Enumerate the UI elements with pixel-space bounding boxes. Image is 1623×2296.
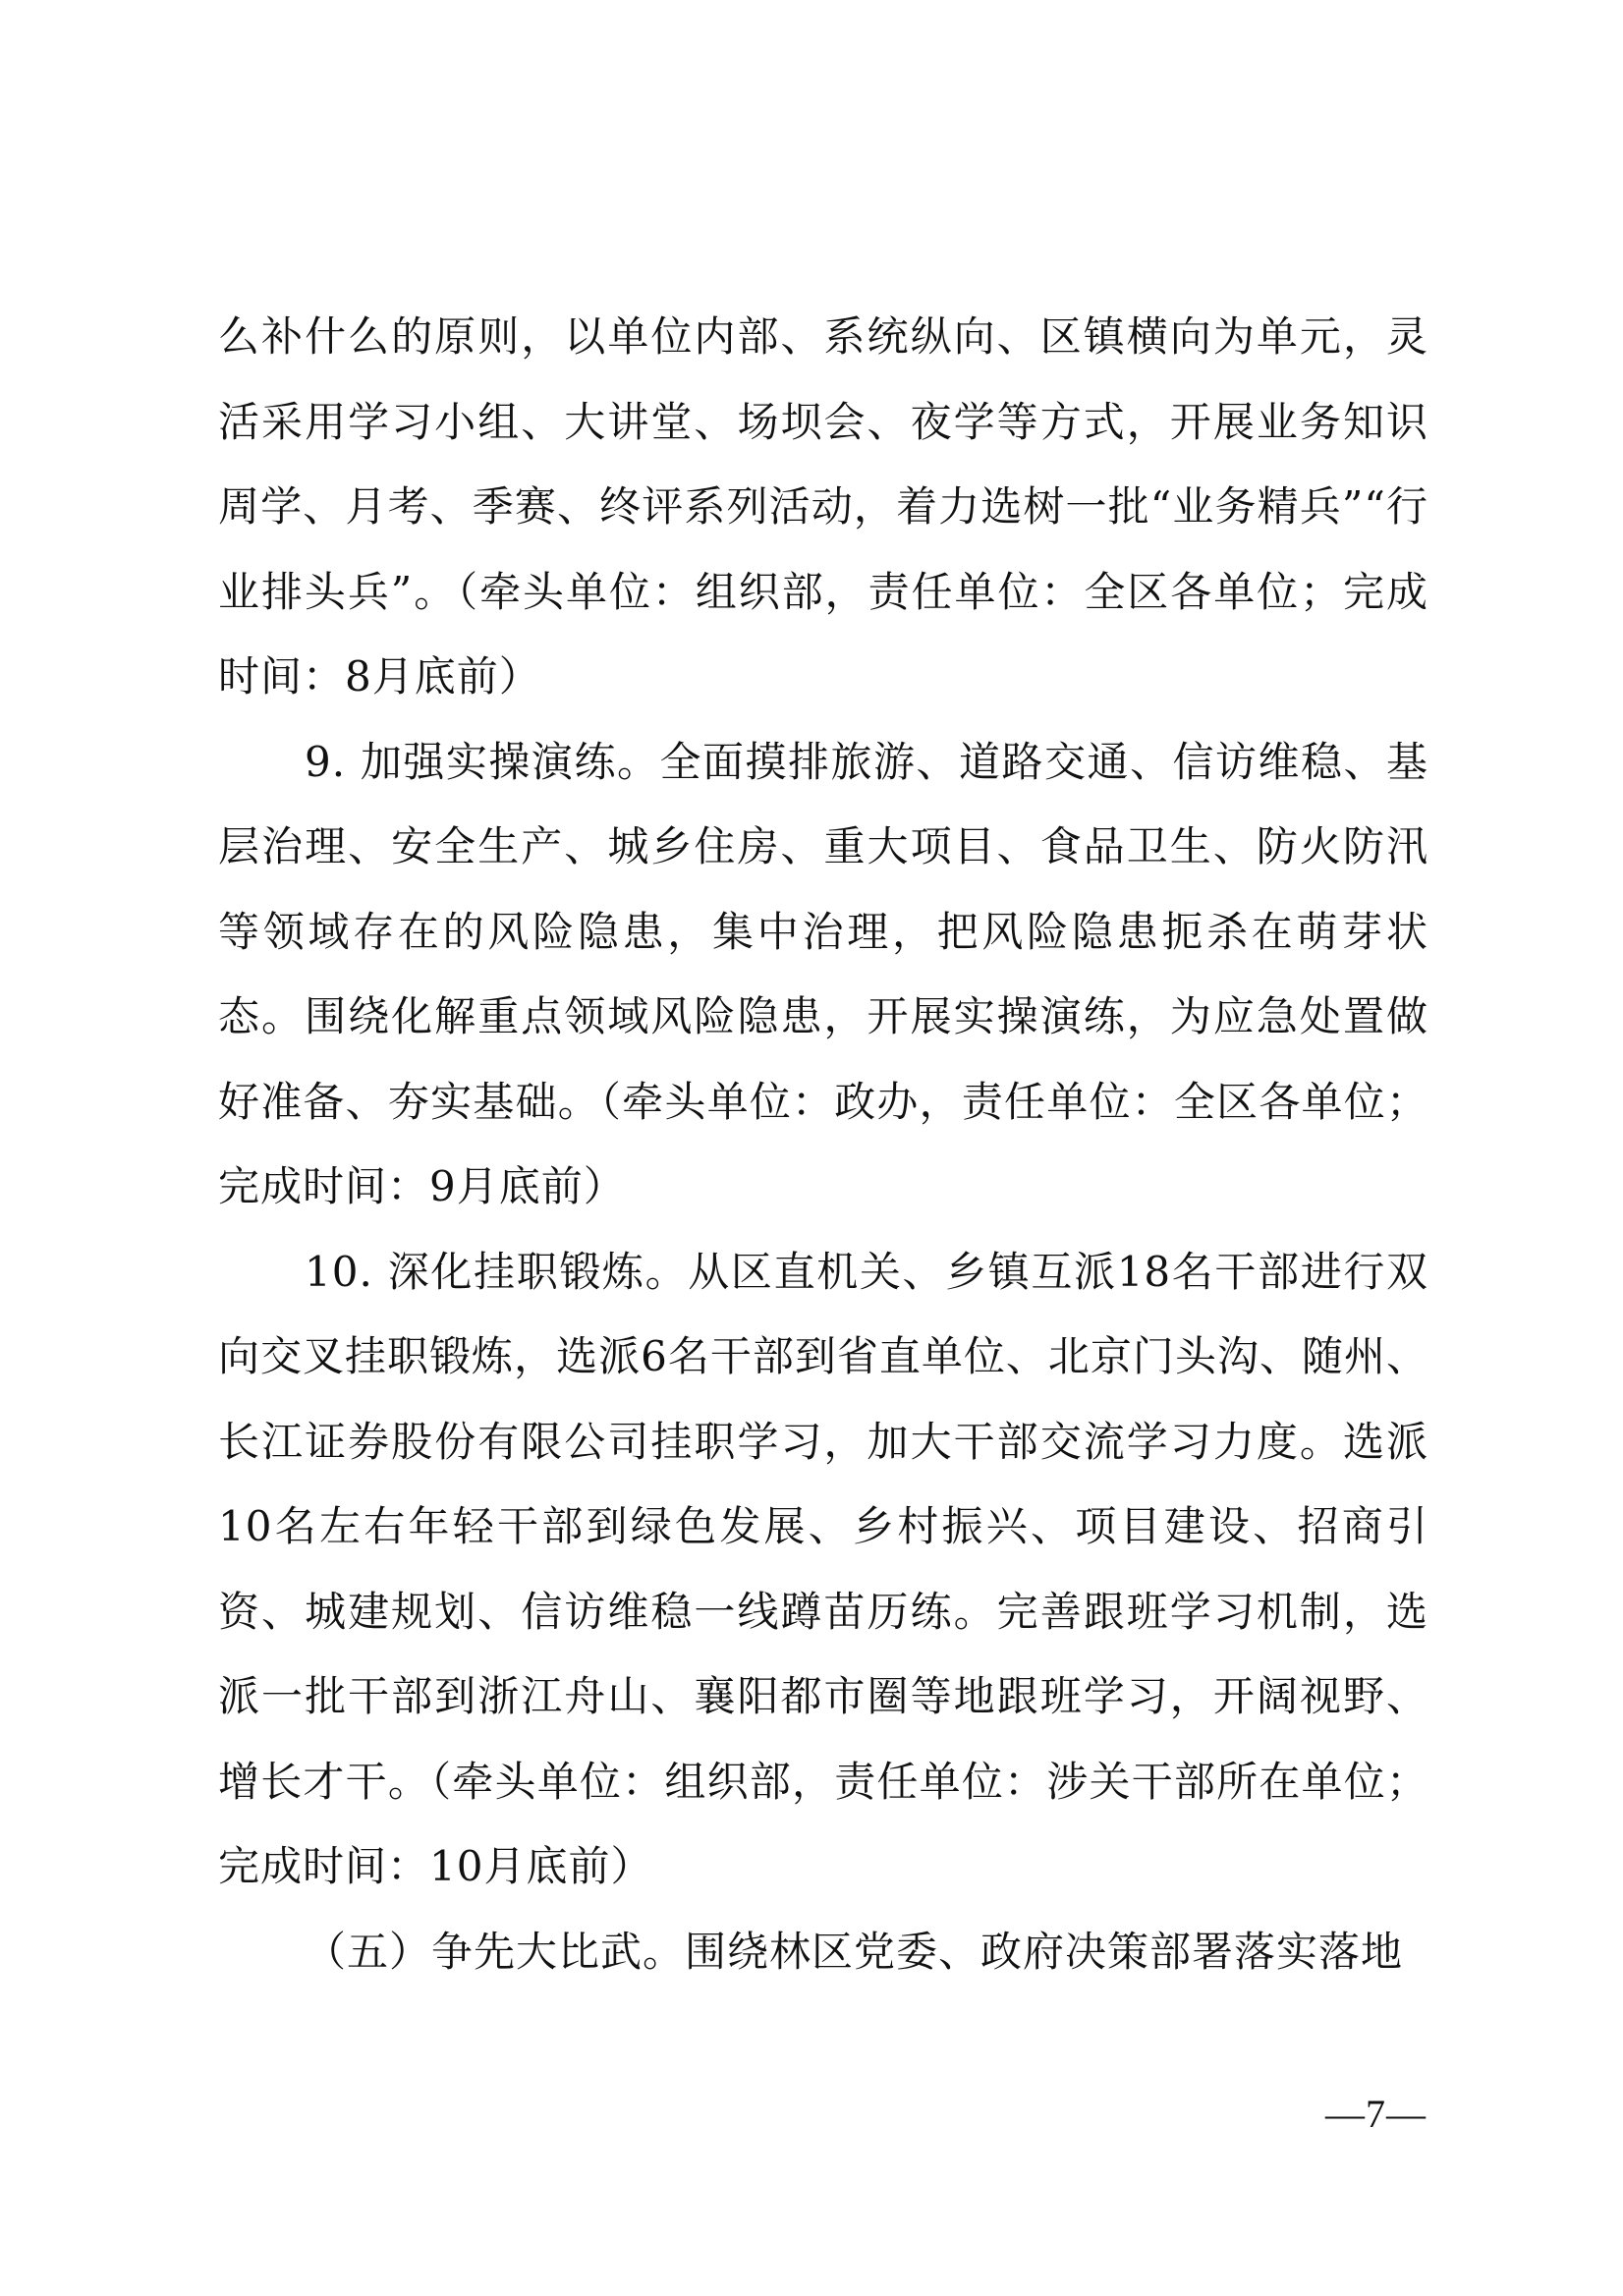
paragraph-item-9: 9. 加强实操演练。全面摸排旅游、道路交通、信访维稳、基层治理、安全生产、城乡住房、重大项目、食品卫生、防火防汛等领域存在的风险隐患，集中治理，把风险隐患扼杀在萌芽状态。围绕化解重点领域风险隐患，开展实操演练，为应急处置做好准备、夯实基础。（牵头单位：政办，责任单位：全区各单位；完成时间：9月底前）	[218, 737, 1428, 1210]
paragraph-section-5: （五）争先大比武。围绕林区党委、政府决策部署落实落地	[305, 1927, 1404, 1976]
paragraph-continuation: 么补什么的原则，以单位内部、系统纵向、区镇横向为单元，灵活采用学习小组、大讲堂、场坝会、夜学等方式，开展业务知识周学、月考、季赛、终评系列活动，着力选树一批“业务精兵”“行业排头兵”。（牵头单位：组织部，责任单位：全区各单位；完成时间：8月底前）	[218, 312, 1428, 700]
paragraph-item-10: 10. 深化挂职锻炼。从区直机关、乡镇互派18名干部进行双向交叉挂职锻炼，选派6名干部到省直单位、北京门头沟、随州、长江证券股份有限公司挂职学习，加大干部交流学习力度。选派10名左右年轻干部到绿色发展、乡村振兴、项目建设、招商引资、城建规划、信访维稳一线蹲苗历练。完善跟班学习机制，选派一批干部到浙江舟山、襄阳都市圈等地跟班学习，开阔视野、增长才干。（牵头单位：组织部，责任单位：涉关干部所在单位；完成时间：10月底前）	[218, 1247, 1428, 1890]
page-number: —7—	[1325, 2092, 1427, 2136]
document-body	[218, 295, 1428, 1994]
